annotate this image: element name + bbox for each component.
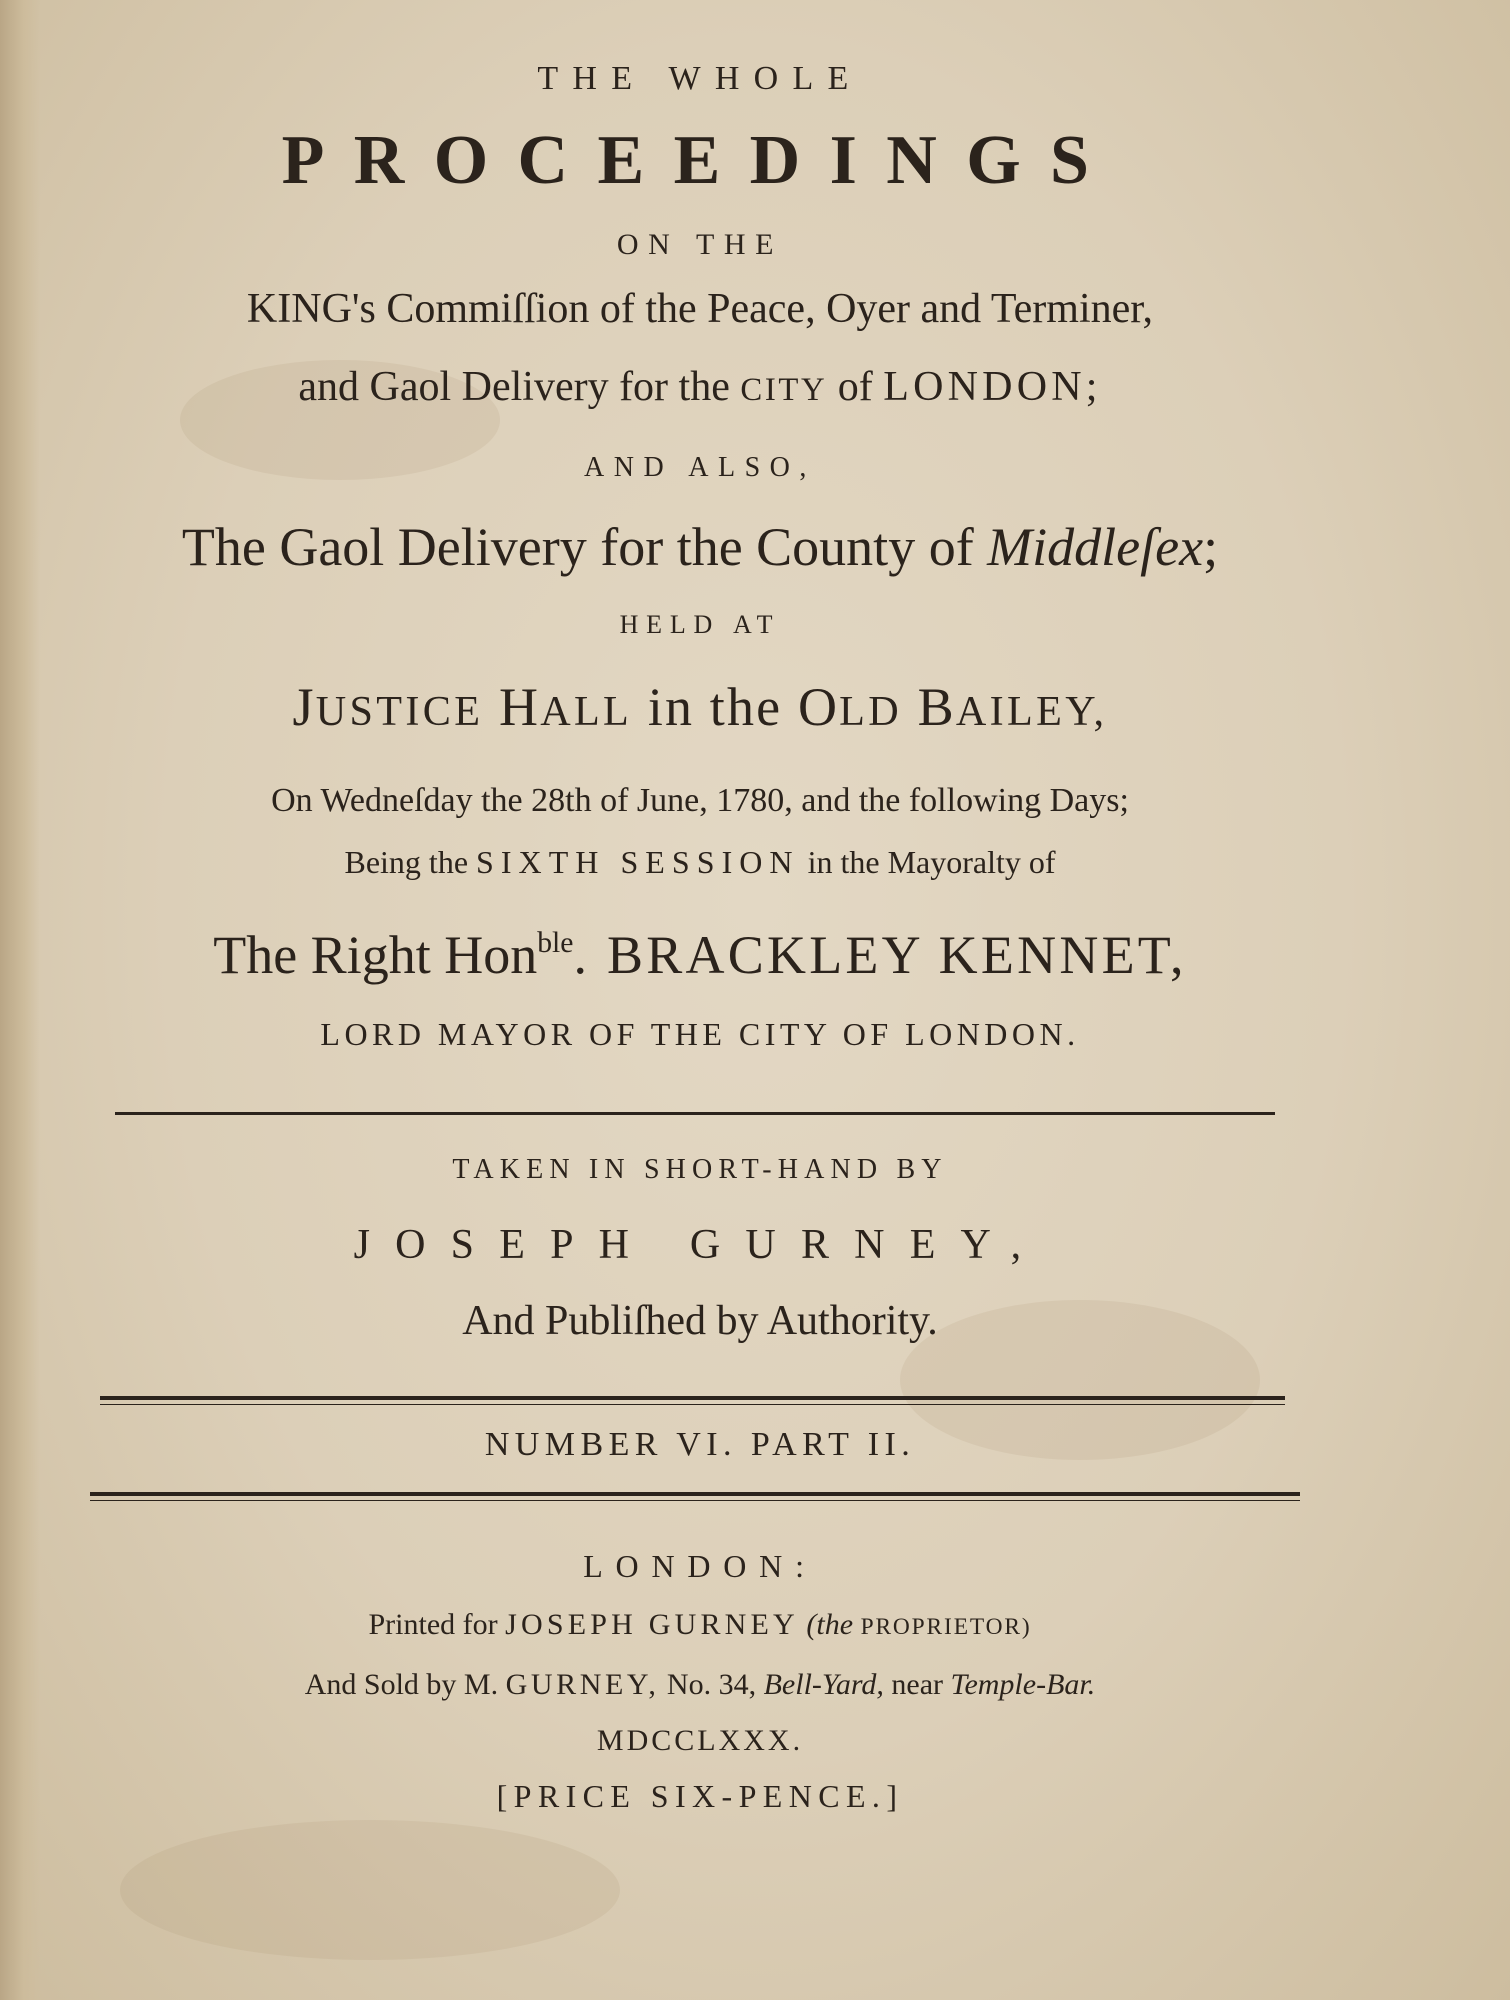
venue-ustice: USTICE — [315, 688, 484, 735]
venue-j: J — [292, 677, 316, 737]
venue-ld: LD — [839, 688, 902, 735]
session-line — [70, 846, 1330, 878]
imprint-near: near — [891, 1668, 944, 1701]
venue-in-the: in the — [647, 677, 783, 737]
imprint-year: MDCCLXXX. — [596, 1724, 804, 1757]
imprint-printed-line — [70, 1610, 1330, 1640]
imprint-printer-name: JOSEPH GURNEY — [505, 1608, 799, 1641]
gaol-delivery-line — [70, 366, 1330, 408]
published-line: And Publiſhed by Authority. — [462, 1298, 938, 1344]
venue-line — [70, 677, 1330, 737]
gaol-delivery-city: CITY — [740, 372, 828, 408]
mayor-title: The Right Hon — [213, 925, 538, 985]
session-sixth: SIXTH SESSION — [476, 844, 800, 880]
number-part-line: NUMBER VI. PART II. — [484, 1426, 916, 1463]
county-semicolon: ; — [1203, 517, 1219, 577]
title-line-the-whole: THE WHOLE — [537, 60, 863, 97]
title-line-proceedings: PROCEEDINGS — [281, 122, 1119, 199]
commission-king: KING's — [246, 286, 376, 332]
page-spine-edge — [0, 0, 40, 2000]
date-line: On Wedneſday the 28th of June, 1780, and the following Days; — [271, 782, 1129, 819]
imprint-street: Bell-Yard, — [763, 1668, 884, 1701]
venue-o: O — [797, 677, 840, 737]
gaol-delivery-text: and Gaol Delivery for the — [298, 364, 730, 410]
held-at-line: HELD AT — [619, 610, 781, 639]
venue-all: ALL — [540, 688, 633, 735]
imprint-proprietor: PROPRIETOR) — [860, 1614, 1032, 1640]
mayor-name: . BRACKLEY KENNET, — [573, 925, 1187, 985]
county-name: Middleſex — [987, 517, 1204, 577]
imprint-the: (the — [806, 1608, 854, 1641]
venue-ailey: AILEY, — [955, 688, 1108, 735]
divider-rule-thick — [90, 1492, 1300, 1496]
divider-rule — [115, 1112, 1275, 1115]
gaol-delivery-of: of — [837, 364, 873, 410]
lord-mayor-line: LORD MAYOR OF THE CITY OF LONDON. — [320, 1016, 1080, 1052]
imprint-price: [PRICE SIX-PENCE.] — [496, 1778, 904, 1814]
shorthand-line: TAKEN IN SHORT-HAND BY — [452, 1154, 948, 1185]
commission-text: Commiſſion of the Peace, Oyer and Terminer, — [386, 286, 1154, 332]
imprint-place: Temple-Bar. — [950, 1668, 1096, 1701]
venue-h: H — [499, 677, 541, 737]
mayor-line — [70, 925, 1330, 985]
imprint-sold-line — [70, 1670, 1330, 1700]
divider-rule-thick — [100, 1396, 1285, 1400]
imprint-sold-by: And Sold by M. — [304, 1668, 499, 1701]
imprint-city: LONDON: — [583, 1548, 817, 1584]
session-being: Being the — [344, 844, 469, 880]
reporter-line: JOSEPH GURNEY, — [353, 1222, 1047, 1268]
session-mayoralty: in the Mayoralty of — [807, 844, 1056, 880]
imprint-number: No. 34, — [666, 1668, 757, 1701]
imprint-printed-for: Printed for — [368, 1608, 498, 1641]
county-line — [70, 517, 1330, 577]
divider-rule-thin — [100, 1404, 1285, 1405]
paper-stain — [120, 1820, 620, 1960]
divider-rule-thin — [90, 1500, 1300, 1501]
county-text: The Gaol Delivery for the County of — [181, 517, 974, 577]
venue-b: B — [917, 677, 956, 737]
imprint-seller-name: GURNEY, — [505, 1668, 660, 1701]
mayor-title-sup: ble — [537, 927, 574, 960]
commission-line — [70, 288, 1330, 330]
and-also-line: AND ALSO, — [584, 452, 816, 483]
title-line-on-the: ON THE — [616, 228, 784, 261]
gaol-delivery-london: LONDON; — [883, 364, 1102, 410]
